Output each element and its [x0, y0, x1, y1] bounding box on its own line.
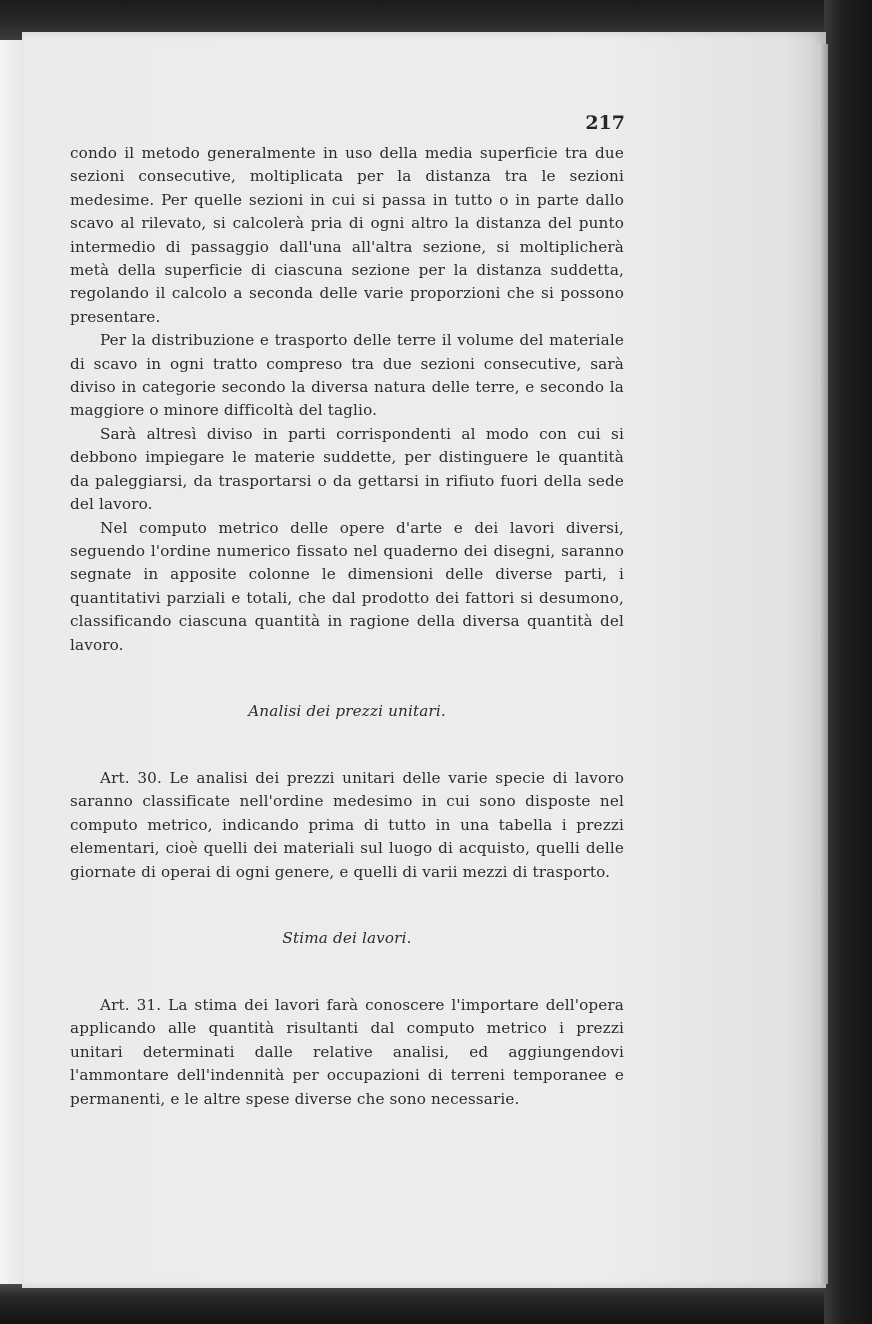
paragraph-art-30: Art. 30. Le analisi dei prezzi unitari delle varie specie di lavoro saranno classificate nell'ordine medesimo in cui sono disposte nel computo metrico, indicando prima di tutto in una tabella i prezzi elementari, cioè quelli dei materiali sul luogo di acquisto, quelli delle giornate di operai di ogni genere, e quelli di varii mezzi di trasporto.	[70, 768, 624, 881]
scan-border-bottom	[0, 1284, 872, 1324]
scan-border-right	[824, 0, 872, 1324]
page-number: 217	[585, 112, 625, 134]
section-heading-analisi-wrap	[70, 657, 624, 767]
paragraph-computo: Nel computo metrico delle opere d'arte e dei lavori diversi, seguendo l'ordine numerico fissato nel quaderno dei disegni, saranno segnate in apposite colonne le dimensioni delle diverse parti, i quantitativi parziali e totali, che dal prodotto dei fattori si desumono, classificando ciascuna quantità in ragione della diversa quantità del lavoro.	[70, 518, 624, 654]
paragraph-continuation: condo il metodo generalmente in uso della media superficie tra due sezioni consecutive, moltiplicata per la distanza tra le sezioni medesime. Per quelle sezioni in cui si passa in tutto o in parte dallo scavo al rilevato, si calcolerà pria di ogni altro la distanza del punto intermedio di passaggio dall'una all'altra sezione, si moltiplicherà metà della superficie di ciascuna sezione per la distanza suddetta, regolando il calcolo a seconda delle varie proporzioni che si possono presentare.	[70, 144, 624, 326]
scan-margin-left	[0, 0, 22, 1324]
paragraph-distribuzione: Per la distribuzione e trasporto delle terre il volume del materiale di scavo in ogni tratto compreso tra due sezioni consecutive, sarà diviso in categorie secondo la diversa natura delle terre, e secondo la maggiore o minore difficoltà del taglio.	[70, 331, 624, 420]
page-edge-shadow	[818, 44, 828, 1284]
section-heading-stima: Stima dei lavori.	[282, 929, 412, 948]
paragraph-divisione: Sarà altresì diviso in parti corrispondenti al modo con cui si debbono impiegare le materie suddette, per distinguere le quantità da paleggiarsi, da trasportarsi o da gettarsi in rifiuto fuori della sede del lavoro.	[70, 424, 624, 514]
paragraph-art-31: Art. 31. La stima dei lavori farà conoscere l'importare dell'opera applicando alle quantità risultanti dal computo metrico i prezzi unitari determinati dalle relative analisi, ed aggiungendovi l'ammontare dell'indennità per occupazioni di terreni temporanee e permanenti, e le altre spese diverse che sono necessarie.	[70, 995, 624, 1108]
section-heading-stima-wrap	[70, 884, 624, 994]
page-body	[70, 142, 624, 1111]
section-heading-analisi: Analisi dei prezzi unitari.	[248, 702, 446, 721]
